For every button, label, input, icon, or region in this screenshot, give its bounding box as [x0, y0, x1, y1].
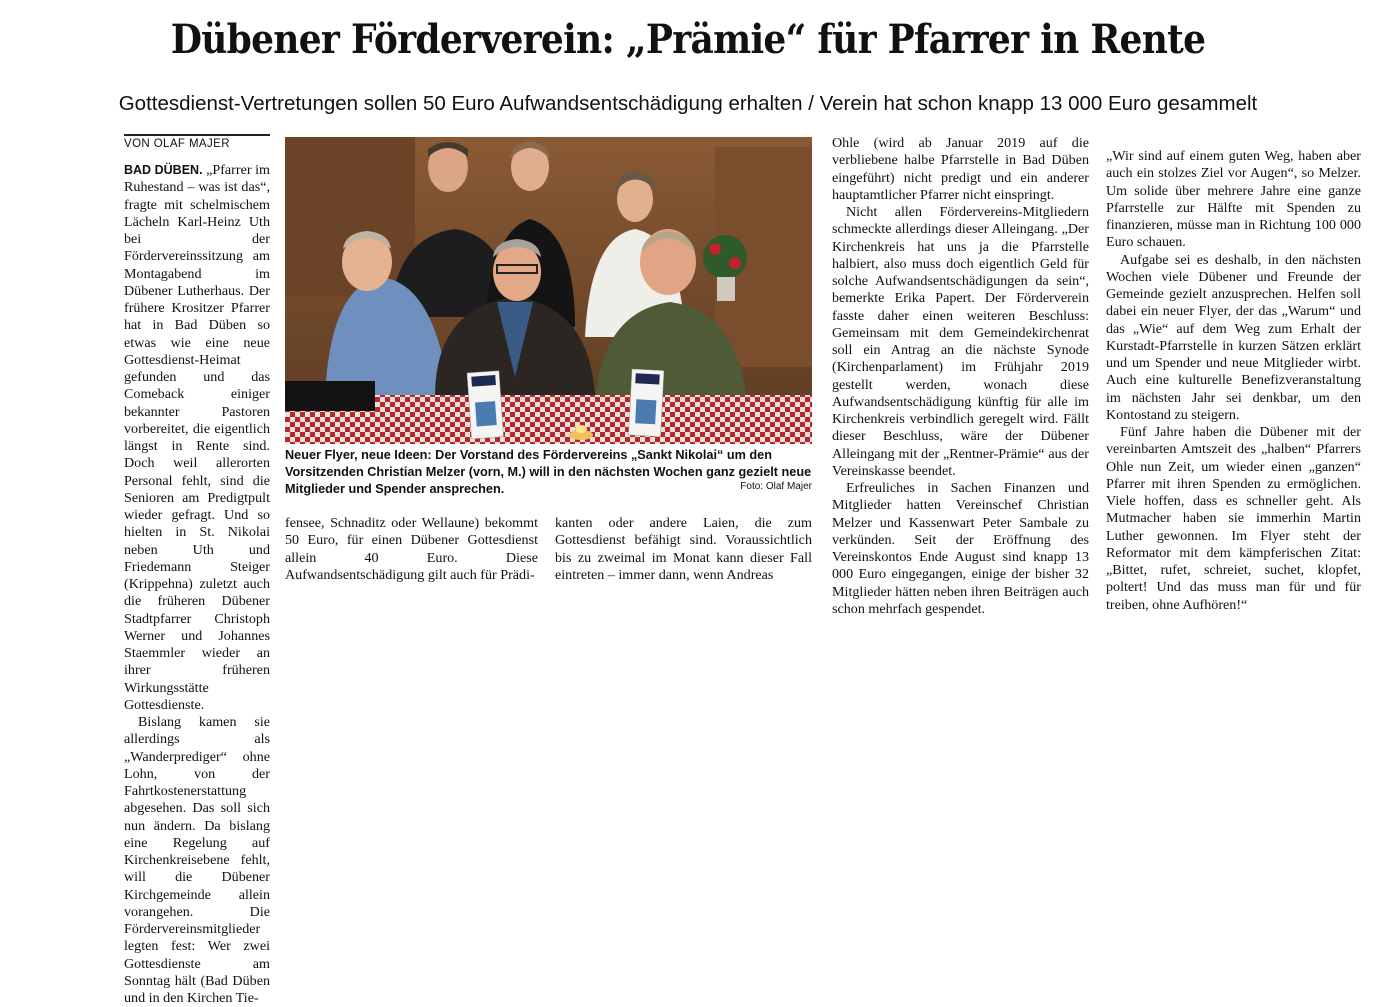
flyer-right [629, 369, 664, 437]
paragraph: Aufgabe sei es deshalb, in den nächsten Wochen viele Dübener und Freunde der Gemeinde gezielt anzusprechen. Helfen soll dabei ein neuer Flyer, der das „Warum“ und das „Wie“ auf dem Weg zum Erhalt der Kurstadt-Pfarrstelle in kurzen Sätzen erklärt und um Spender und neue Mitglieder wirbt. Auch eine kulturelle Benefizveranstaltung im nächsten Jahr sei denkbar, um den Kontostand zu steigern. [1106, 251, 1361, 423]
article-subheadline: Gottesdienst-Vertretungen sollen 50 Euro Aufwandsentschädigung erhalten / Verein hat schon knapp 13 000 Euro gesammelt [118, 92, 1258, 115]
article-headline: Dübener Förderverein: „Prämie“ für Pfarrer in Rente [170, 16, 1206, 63]
paragraph: Fünf Jahre haben die Dübener mit der vereinbarten Amtszeit des „halben“ Pfarrers Ohle nun Zeit, um wieder einen „ganzen“ Pfarrer mit ihren Spenden zu ermöglichen. Viele hoffen, dass es schneller geht. Als Mutmacher haben sie immerhin Martin Luther gewonnen. Im Flyer steht der Reformator mit dem kämpferischen Zitat: „Bittet, rufet, schreiet, suchet, klopfet, poltert! Und das muss man für und für treiben, ohne Aufhören!“ [1106, 424, 1361, 613]
text-column-1 [124, 162, 270, 1007]
photo-caption: Neuer Flyer, neue Ideen: Der Vorstand des Fördervereins „Sankt Nikolai“ um den Vorsitzenden Christian Melzer (vorn, M.) will in den nächsten Wochen ganz gezielt neue Mitglieder und Spender ansprechen. [285, 448, 812, 496]
dateline: BAD DÜBEN. [124, 163, 203, 177]
paragraph: fensee, Schnaditz oder Wellaune) bekommt 50 Euro, für einen Dübener Gottesdienst allein 40 Euro. Diese Aufwandsentschädigung gilt auch für Prädi- [285, 515, 538, 583]
paragraph: Erfreuliches in Sachen Finanzen und Mitglieder hatten Vereinschef Christian Melzer und Kassenwart Peter Sambale zu verkünden. Seit der Eröffnung des Vereinskontos Ende August sind knapp 13 000 Euro eingegangen, einige der bisher 32 Mitglieder hätten neben ihren Beiträgen auch schon mehrfach gespendet. [832, 480, 1089, 617]
photo-credit: Foto: Olaf Majer [740, 481, 812, 492]
article-photo [285, 137, 812, 444]
paragraph: kanten oder andere Laien, die zum Gottesdienst befähigt sind. Voraussichtlich bis zu zweimal im Monat kann dieser Fall eintreten – immer dann, wenn Andreas [555, 515, 812, 583]
paragraph-text: „Pfarrer im Ruhestand – was ist das“, fragte mit schelmischem Lächeln Karl-Heinz Uth bei der Fördervereinssitzung am Montagabend im Dübener Lutherhaus. Der frühere Krositzer Pfarrer hat in Bad Düben so etwas wie eine neue Gottesdienst-Heimat gefunden und das Comeback einiger bekannter Pastoren vorbereitet, die eigentlich längst in Rente sind. Doch weil allerorten Personal fehlt, sind die Senioren am Predigtpult wieder gefragt. Und so hielten in St. Nikolai neben Uth und Friedemann Steiger (Krippehna) zuletzt auch die früheren Dübener Stadtpfarrer Christoph Werner und Johannes Staemmler wieder an ihrer früheren Wirkungsstätte Gottesdienste. [124, 162, 270, 713]
paragraph: Ohle (wird ab Januar 2019 auf die verbliebene halbe Pfarrstelle in Bad Düben eingeführt) nicht predigt und ein anderer hauptamtlicher Pfarrer nicht einspringt. [832, 135, 1089, 203]
flyer-left [467, 371, 504, 439]
paragraph: Nicht allen Fördervereins-Mitgliedern schmeckte allerdings dieser Alleingang. „Der Kirchenkreis hat uns ja die Pfarrstelle halbiert, also muss doch eigentlich Geld für solche Aufwandsentschädigungen da sein“, bemerkte Erika Papert. Der Förderverein fasste daher einen weiteren Beschluss: Gemeinsam mit dem Gemeindekirchenrat soll ein Antrag an die nächste Synode (Kirchenparlament) im Frühjahr 2019 gestellt werden, wonach diese Aufwandsentschädigung künftig für alle im Kirchenkreis verbindlich geregelt wird. Fällt dieser Beschluss, wäre der Dübener Alleingang mit der „Rentner-Prämie“ aus der Vereinskasse beendet. [832, 204, 1089, 479]
paragraph [124, 162, 270, 714]
group-photo-image [285, 137, 812, 444]
text-column-4 [832, 135, 1089, 618]
author-byline: VON OLAF MAJER [124, 134, 270, 151]
text-column-5 [1106, 148, 1361, 614]
text-column-2 [285, 515, 538, 584]
paragraph: „Wir sind auf einem guten Weg, haben aber auch ein stolzes Ziel vor Augen“, so Melzer. Um solide über mehrere Jahre eine ganze Pfarrstelle zur Hälfte mit Spenden zu finanzieren, müsse man in Richtung 100 000 Euro schauen. [1106, 148, 1361, 251]
text-column-3 [555, 515, 812, 584]
paragraph: Bislang kamen sie allerdings als „Wanderprediger“ ohne Lohn, von der Fahrtkostenerstattung abgesehen. Das soll sich nun ändern. Da bislang eine Regelung auf Kirchenkreisebene fehlt, will die Dübener Kirchgemeinde allein vorangehen. Die Fördervereinsmitglieder legten fest: Wer zwei Gottesdienste am Sonntag hält (Bad Düben und in den Kirchen Tie- [124, 714, 270, 1006]
